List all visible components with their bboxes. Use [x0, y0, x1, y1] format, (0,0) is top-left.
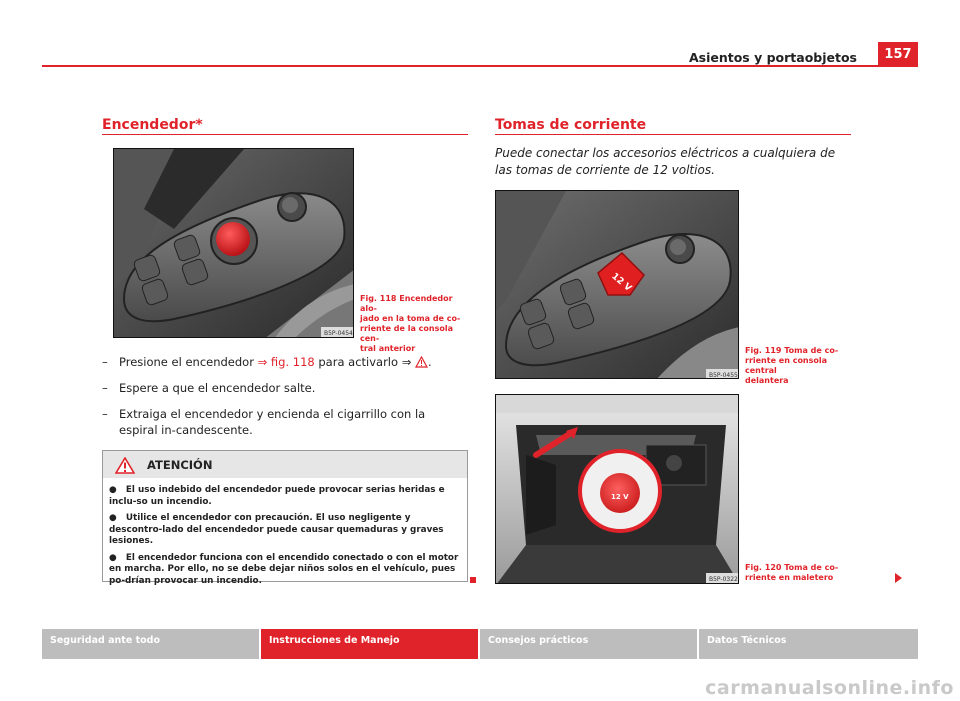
tab-datos[interactable]: Datos Técnicos: [699, 629, 918, 659]
figure-119-code: B5P-0455: [709, 372, 738, 379]
step-3: – Extraiga el encendedor y encienda el cigarrillo con la espiral in-candescente.: [102, 407, 426, 437]
figure-120-code: B5P-0322: [709, 576, 738, 583]
figure-reference-link[interactable]: ⇒ fig. 118: [257, 355, 315, 369]
footer-nav: [42, 629, 918, 659]
socket-label-12v: 12 V: [611, 493, 629, 501]
step-2: – Espere a que el encendedor salte.: [102, 381, 316, 395]
caption-line: rriente en maletero: [745, 573, 834, 582]
page-number: 157: [878, 42, 918, 67]
tab-consejos[interactable]: Consejos prácticos: [480, 629, 699, 659]
figure-119-illustration: [496, 191, 739, 379]
caption-line: tral anterior: [360, 344, 416, 353]
warning-triangle-icon[interactable]: [415, 356, 428, 368]
caption-line: delantera: [745, 376, 789, 385]
caption-line: Fig. 120 Toma de co-: [745, 563, 839, 572]
figure-120-photo: [495, 394, 739, 584]
caption-line: Fig. 118 Encendedor alo-: [360, 294, 453, 313]
figure-120-illustration: [496, 395, 739, 584]
continue-arrow-icon: [895, 573, 902, 583]
figure-120-caption: [745, 563, 855, 583]
caption-line: Fig. 119 Toma de co-: [745, 346, 839, 355]
section-title-tomas: Tomas de corriente: [495, 117, 647, 133]
warning-item: ● El encendedor funciona con el encendido conectado o con el motor en marcha. Por ello, no se debe dejar niños solos en el vehículo, pues po-drían provocar un incendio.: [109, 552, 459, 586]
step-1: – Presione el encendedor ⇒ fig. 118 para activarlo ⇒ .: [102, 355, 432, 369]
caption-line: rriente de la consola cen-: [360, 324, 453, 343]
figure-119-caption: [745, 346, 855, 386]
running-header-title: Asientos y portaobjetos: [688, 50, 857, 65]
warning-box: [102, 450, 468, 586]
section-rule: [102, 134, 468, 135]
warning-item: ● El uso indebido del encendedor puede provocar serias heridas e inclu-so un incendio.: [109, 485, 445, 507]
figure-118-caption: [360, 294, 470, 354]
warning-list: [109, 485, 461, 592]
caption-line: jado en la toma de co-: [360, 314, 461, 323]
socket-label-12v: 12 V: [609, 271, 634, 294]
warning-item: ● Utilice el encendedor con precaución. El uso negligente y descontro-lado del encendedor puede causar quemaduras y graves lesiones.: [109, 513, 444, 546]
section-title-encendedor: Encendedor*: [102, 117, 203, 133]
warning-header: [103, 451, 467, 478]
watermark: carmanualsonline.info: [705, 677, 954, 699]
figure-118-illustration: [114, 149, 354, 338]
tab-seguridad[interactable]: Seguridad ante todo: [42, 629, 261, 659]
tab-instrucciones[interactable]: Instrucciones de Manejo: [261, 629, 480, 659]
warning-title: ATENCIÓN: [147, 458, 213, 472]
caption-line: rriente en consola central: [745, 356, 828, 375]
figure-118-photo: [113, 148, 354, 338]
warning-triangle-icon: [115, 457, 135, 474]
section-rule: [495, 134, 851, 135]
section-intro: Puede conectar los accesorios eléctricos a cualquiera de las tomas de corriente de 12 voltios.: [495, 146, 836, 177]
section-end-mark: [470, 577, 476, 583]
figure-118-code: B5P-0454: [324, 330, 353, 337]
header-rule: [42, 65, 918, 67]
figure-119-photo: [495, 190, 739, 379]
